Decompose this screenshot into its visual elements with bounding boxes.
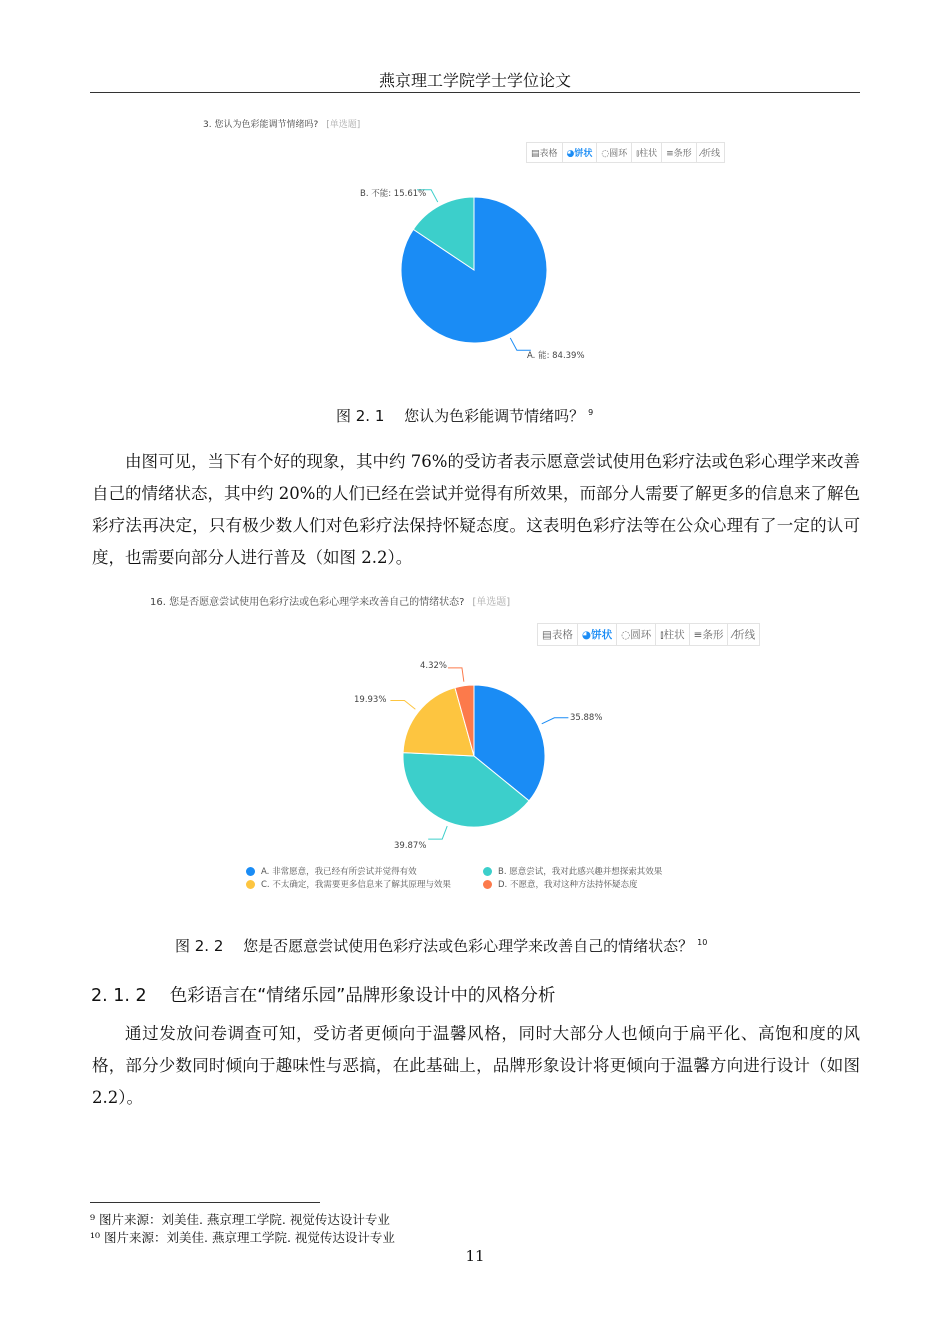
legend-dot-icon [246,880,255,889]
paragraph-2: 通过发放问卷调查可知，受访者更倾向于温馨风格，同时大部分人也倾向于扁平化、高饱和度的风格，部分少数同时倾向于趣味性与恶搞，在此基础上，品牌形象设计将更倾向于温馨方向进行设计（如图 2.2）。 [92,1024,860,1107]
legend-dot-icon [483,880,492,889]
page-header: 燕京理工学院学士学位论文 [90,68,860,93]
pie2-leader-line-3 [448,668,464,682]
pie-view-button[interactable]: ◕饼状 [563,143,598,162]
ring-view-button[interactable]: ◌圆环 [617,624,656,645]
bar-view-button[interactable]: ≡条形 [662,143,697,162]
line-view-button[interactable]: ⁄折线 [732,629,756,641]
footnote-10: ¹⁰ 图片来源：刘美佳. 燕京理工学院. 视觉传达设计专业 [90,1230,395,1245]
footnote-9: ⁹ 图片来源：刘美佳. 燕京理工学院. 视觉传达设计专业 [90,1212,390,1227]
chart-type-toolbar-2 [537,623,760,646]
line-view-button[interactable]: ⁄折线 [700,149,721,159]
pie2-leader-line-1 [428,826,447,839]
pie2-label-b: 39.87% [394,841,427,851]
pie-view-button[interactable]: ◕饼状 [578,624,617,645]
table-view-button[interactable]: ▤表格 [527,143,563,162]
ring-view-button[interactable]: ◌圆环 [597,143,632,162]
bar-view-button[interactable]: ≡条形 [690,624,729,645]
pie1-label-b: B. 不能: 15.61% [360,189,427,199]
pie2-label-a: 35.88% [570,713,603,723]
legend-item-a[interactable]: A. 非常愿意，我已经有所尝试并觉得有效 [246,865,417,877]
footnote-divider [90,1202,320,1203]
legend-item-d[interactable]: D. 不愿意，我对这种方法持怀疑态度 [483,878,637,890]
page-number: 11 [465,1247,485,1265]
figure1-question: 3. 您认为色彩能调节情绪吗? [单选题] [203,120,361,130]
column-view-button[interactable]: ⫾柱状 [632,143,662,162]
column-view-button[interactable]: ⫾柱状 [656,624,689,645]
legend-item-c[interactable]: C. 不太确定，我需要更多信息来了解其原理与效果 [246,878,451,890]
section-heading: 2. 1. 2 色彩语言在“情绪乐园”品牌形象设计中的风格分析 [91,986,556,1006]
pie2-leader-line-2 [390,701,415,710]
figure2-caption: 图 2. 2 您是否愿意尝试使用色彩疗法或色彩心理学来改善自己的情绪状态？ $^{10}$ [175,937,708,955]
pie2-leader-line-0 [542,718,569,724]
legend-dot-icon [246,867,255,876]
legend-item-b[interactable]: B. 愿意尝试，我对此感兴趣并想探索其效果 [483,865,662,877]
figure1-caption: 图 2. 1 您认为色彩能调节情绪吗？ $^9$ [336,407,594,425]
table-view-button[interactable]: ▤表格 [538,624,578,645]
pie2-label-d: 4.32% [420,661,448,671]
paragraph-1: 由图可见，当下有个好的现象，其中约 76%的受访者表示愿意尝试使用色彩疗法或色彩心理学来改善自己的情绪状态，其中约 20%的人们已经在尝试并觉得有所效果，而部分人需要了解更多的信息来了解色彩疗法再决定，只有极少数人们对色彩疗法保持怀疑态度。这表明色彩疗法等在公众心理有了一定的认可度，也需要向部分人进行普及（如图 2.2）。 [92,452,860,567]
figure2-question: 16. 您是否愿意尝试使用色彩疗法或色彩心理学来改善自己的情绪状态? [单选题] [150,597,511,608]
pie1-label-a: A. 能: 84.39% [527,351,585,361]
pie2-label-c: 19.93% [354,695,387,705]
legend-dot-icon [483,867,492,876]
